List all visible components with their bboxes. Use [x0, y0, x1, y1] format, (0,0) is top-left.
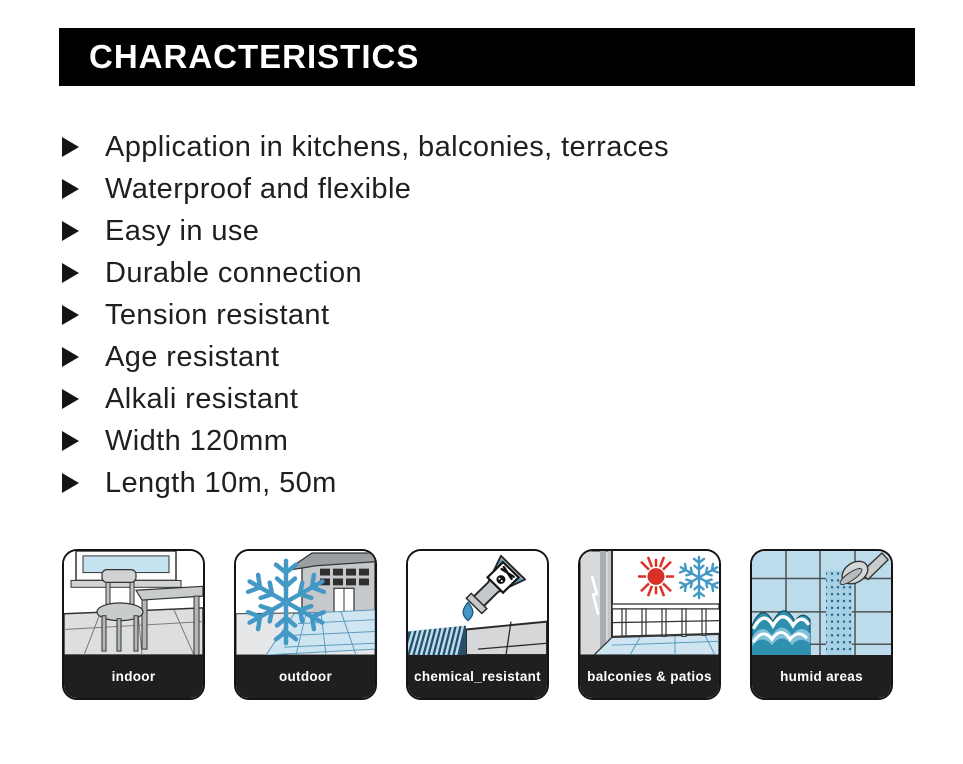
badge-band	[752, 655, 891, 698]
badge-band	[408, 655, 547, 698]
feature-text: Length 10m, 50m	[105, 466, 337, 499]
list-item	[62, 462, 669, 504]
humid-areas-icon	[752, 551, 891, 655]
feature-text: Width 120mm	[105, 424, 289, 457]
list-item	[62, 294, 669, 336]
application-badges-row	[62, 549, 893, 700]
section-header-bar	[59, 28, 915, 86]
badge-label: indoor	[111, 669, 156, 684]
triangle-bullet-icon	[62, 263, 79, 283]
feature-text: Durable connection	[105, 256, 363, 289]
badge-band	[580, 655, 719, 698]
chemical-resistant-icon	[408, 551, 547, 655]
triangle-bullet-icon	[62, 431, 79, 451]
list-item	[62, 210, 669, 252]
badge-outdoor	[234, 549, 377, 700]
triangle-bullet-icon	[62, 221, 79, 241]
list-item	[62, 252, 669, 294]
list-item	[62, 126, 669, 168]
indoor-icon	[64, 551, 203, 655]
badge-label: balconies & patios	[587, 669, 712, 684]
triangle-bullet-icon	[62, 389, 79, 409]
badge-label: outdoor	[278, 669, 333, 684]
triangle-bullet-icon	[62, 179, 79, 199]
feature-text: Application in kitchens, balconies, terraces	[105, 130, 670, 163]
badge-chemical-resistant	[406, 549, 549, 700]
triangle-bullet-icon	[62, 305, 79, 325]
badge-label: humid areas	[780, 669, 863, 684]
badge-band	[64, 655, 203, 698]
list-item	[62, 420, 669, 462]
balconies-patios-icon	[580, 551, 719, 655]
triangle-bullet-icon	[62, 137, 79, 157]
badge-band	[236, 655, 375, 698]
feature-text: Age resistant	[105, 340, 280, 373]
triangle-bullet-icon	[62, 347, 79, 367]
list-item	[62, 378, 669, 420]
feature-text: Easy in use	[105, 214, 260, 247]
badge-indoor	[62, 549, 205, 700]
outdoor-icon	[236, 551, 375, 655]
page-title: CHARACTERISTICS	[89, 38, 420, 75]
feature-text: Waterproof and flexible	[105, 172, 412, 205]
feature-list	[62, 126, 669, 504]
list-item	[62, 168, 669, 210]
feature-text: Tension resistant	[105, 298, 330, 331]
list-item	[62, 336, 669, 378]
badge-balconies-patios	[578, 549, 721, 700]
badge-humid-areas	[750, 549, 893, 700]
badge-label: chemical_resistant	[414, 669, 541, 684]
feature-text: Alkali resistant	[105, 382, 299, 415]
triangle-bullet-icon	[62, 473, 79, 493]
